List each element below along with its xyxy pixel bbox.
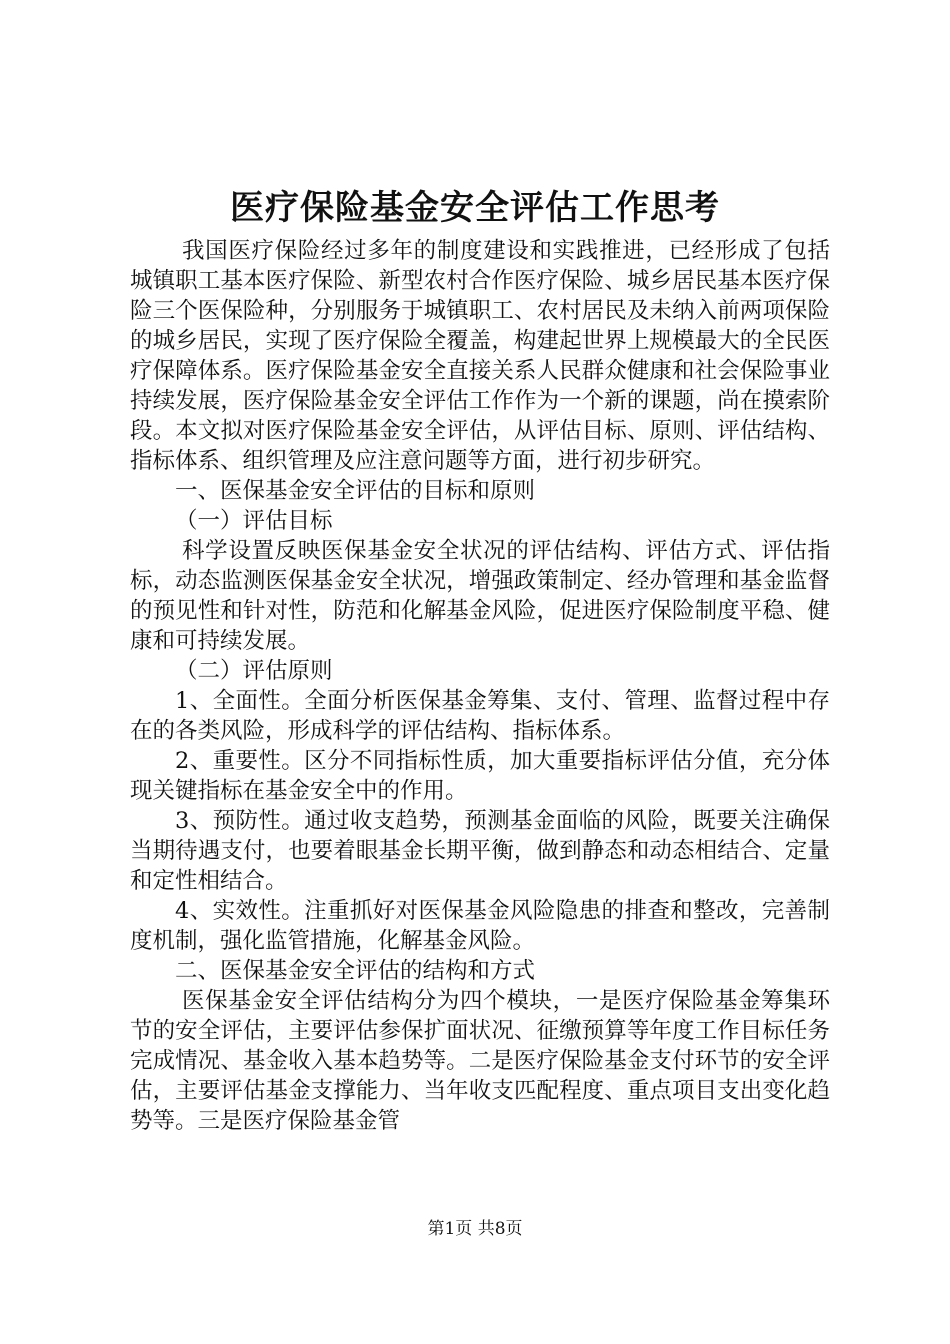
paragraph-principle-1: 1、全面性。全面分析医保基金筹集、支付、管理、监督过程中存在的各类风险，形成科学的评估结构、指标体系。 xyxy=(130,688,830,744)
subsection-heading-goal: （一）评估目标 xyxy=(175,508,333,534)
paragraph-structure: 医保基金安全评估结构分为四个模块，一是医疗保险基金筹集环节的安全评估，主要评估参保扩面状况、征缴预算等年度工作目标任务完成情况、基金收入基本趋势等。二是医疗保险基金支付环节的安全评估，主要评估基金支撑能力、当年收支匹配程度、重点项目支出变化趋势等。三是医疗保险基金管 xyxy=(130,988,830,1134)
section-heading-2: 二、医保基金安全评估的结构和方式 xyxy=(175,958,536,984)
subsection-heading-principles: （二）评估原则 xyxy=(175,658,333,684)
document-body xyxy=(130,236,830,1136)
section-heading-1: 一、医保基金安全评估的目标和原则 xyxy=(175,478,536,504)
paragraph-principle-4: 4、实效性。注重抓好对医保基金风险隐患的排查和整改，完善制度机制，强化监管措施，化解基金风险。 xyxy=(130,898,830,954)
document-title: 医疗保险基金安全评估工作思考 xyxy=(230,188,720,228)
paragraph-intro: 我国医疗保险经过多年的制度建设和实践推进，已经形成了包括城镇职工基本医疗保险、新型农村合作医疗保险、城乡居民基本医疗保险三个医保险种，分别服务于城镇职工、农村居民及未纳入前两项保险的城乡居民，实现了医疗保险全覆盖，构建起世界上规模最大的全民医疗保障体系。医疗保险基金安全直接关系人民群众健康和社会保险事业持续发展，医疗保险基金安全评估工作作为一个新的课题，尚在摸索阶段。本文拟对医疗保险基金安全评估，从评估目标、原则、评估结构、指标体系、组织管理及应注意问题等方面，进行初步研究。 xyxy=(130,238,830,474)
page-footer: 第1页 共8页 xyxy=(427,1219,523,1239)
paragraph-principle-2: 2、重要性。区分不同指标性质，加大重要指标评估分值，充分体现关键指标在基金安全中的作用。 xyxy=(130,748,830,804)
paragraph-principle-3: 3、预防性。通过收支趋势，预测基金面临的风险，既要关注确保当期待遇支付，也要着眼基金长期平衡，做到静态和动态相结合、定量和定性相结合。 xyxy=(130,808,830,894)
paragraph-goal: 科学设置反映医保基金安全状况的评估结构、评估方式、评估指标，动态监测医保基金安全状况，增强政策制定、经办管理和基金监督的预见性和针对性，防范和化解基金风险，促进医疗保险制度平稳、健康和可持续发展。 xyxy=(130,538,830,654)
